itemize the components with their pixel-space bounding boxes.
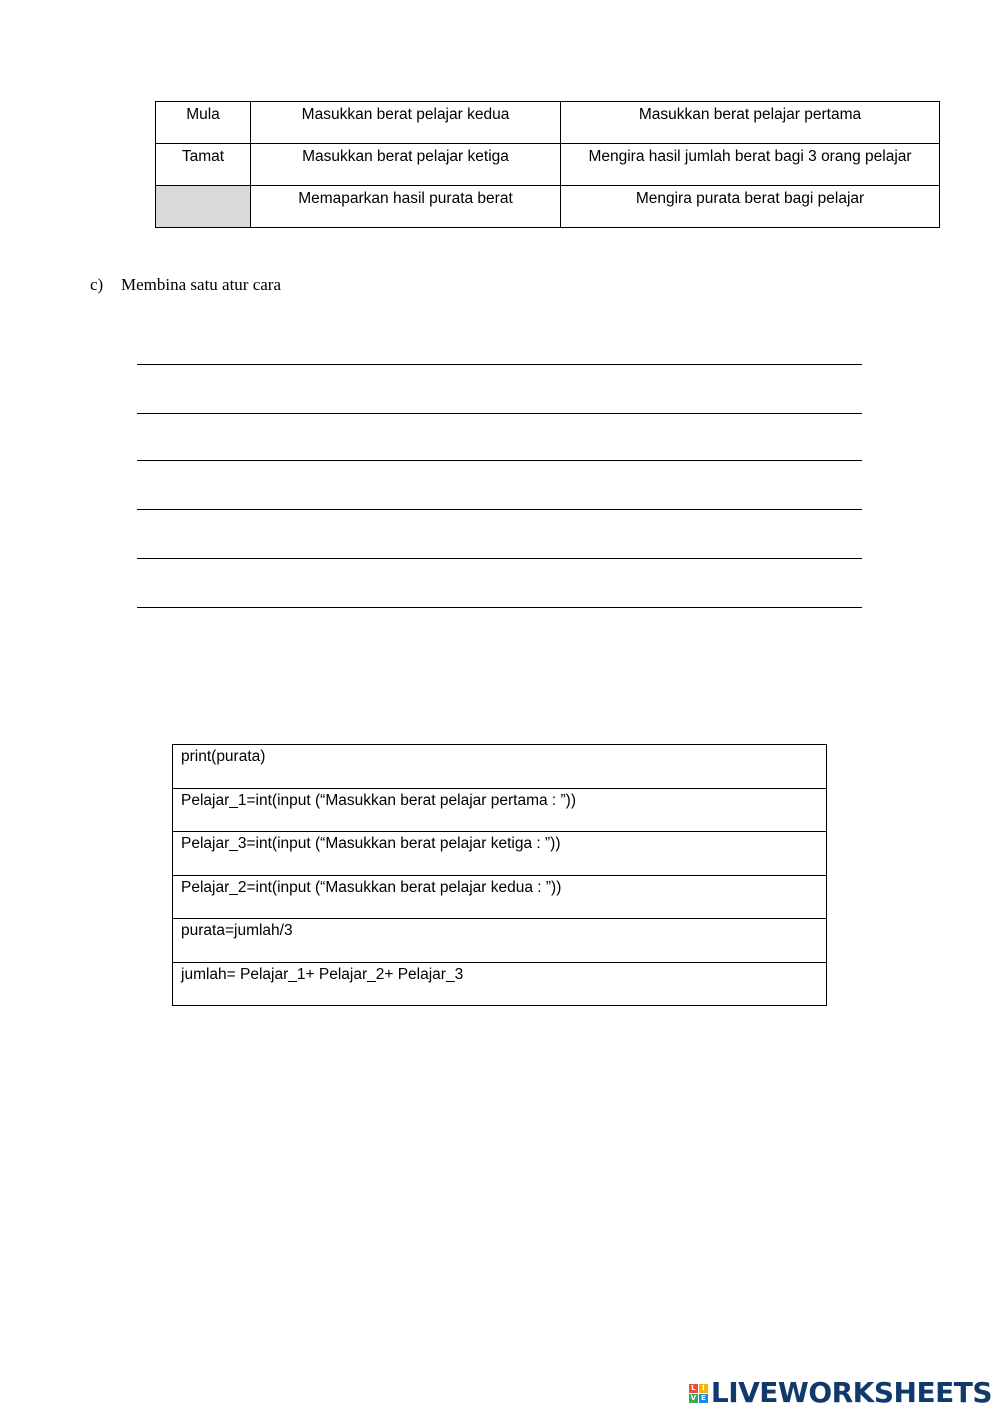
table-row [156, 144, 940, 186]
logo-mark-letter: E [699, 1394, 708, 1403]
step-cell[interactable]: Masukkan berat pelajar pertama [561, 102, 940, 144]
step-cell[interactable]: Masukkan berat pelajar ketiga [251, 144, 561, 186]
step-cell[interactable]: Mengira hasil jumlah berat bagi 3 orang pelajar [561, 144, 940, 186]
step-cell[interactable]: Mula [156, 102, 251, 144]
answer-line[interactable] [137, 607, 862, 608]
answer-line[interactable] [137, 558, 862, 559]
table-row [156, 186, 940, 228]
liveworksheets-logo [689, 1376, 992, 1409]
step-cell[interactable]: Mengira purata berat bagi pelajar [561, 186, 940, 228]
table-row [173, 962, 827, 1006]
code-lines-table [172, 744, 827, 1006]
code-line[interactable]: jumlah= Pelajar_1+ Pelajar_2+ Pelajar_3 [173, 962, 827, 1006]
table-row [156, 102, 940, 144]
step-cell[interactable]: Memaparkan hasil purata berat [251, 186, 561, 228]
logo-mark-letter: V [690, 1393, 697, 1402]
code-line[interactable]: Pelajar_1=int(input (“Masukkan berat pelajar pertama : ”)) [173, 788, 827, 832]
answer-line[interactable] [137, 413, 862, 414]
logo-text: LIVEWORKSHEETS [710, 1376, 992, 1409]
empty-shaded-cell [156, 186, 251, 228]
answer-line[interactable] [137, 460, 862, 461]
step-table [155, 101, 940, 228]
code-line[interactable]: Pelajar_2=int(input (“Masukkan berat pelajar kedua : ”)) [173, 875, 827, 919]
table-row [173, 745, 827, 789]
code-line[interactable]: purata=jumlah/3 [173, 919, 827, 963]
answer-line[interactable] [137, 509, 862, 510]
step-cell[interactable]: Masukkan berat pelajar kedua [251, 102, 561, 144]
table-row [173, 832, 827, 876]
code-line[interactable]: print(purata) [173, 745, 827, 789]
question-text: Membina satu atur cara [121, 275, 282, 294]
step-cell[interactable]: Tamat [156, 144, 251, 186]
answer-line[interactable] [137, 364, 862, 365]
question-number: c) [90, 275, 104, 294]
table-row [173, 788, 827, 832]
table-row [173, 919, 827, 963]
logo-mark-letter: I [699, 1384, 708, 1393]
table-row [173, 875, 827, 919]
question-c [90, 275, 281, 295]
logo-mark-icon [689, 1384, 708, 1403]
logo-mark-letter: L [689, 1384, 698, 1393]
code-line[interactable]: Pelajar_3=int(input (“Masukkan berat pelajar ketiga : ”)) [173, 832, 827, 876]
